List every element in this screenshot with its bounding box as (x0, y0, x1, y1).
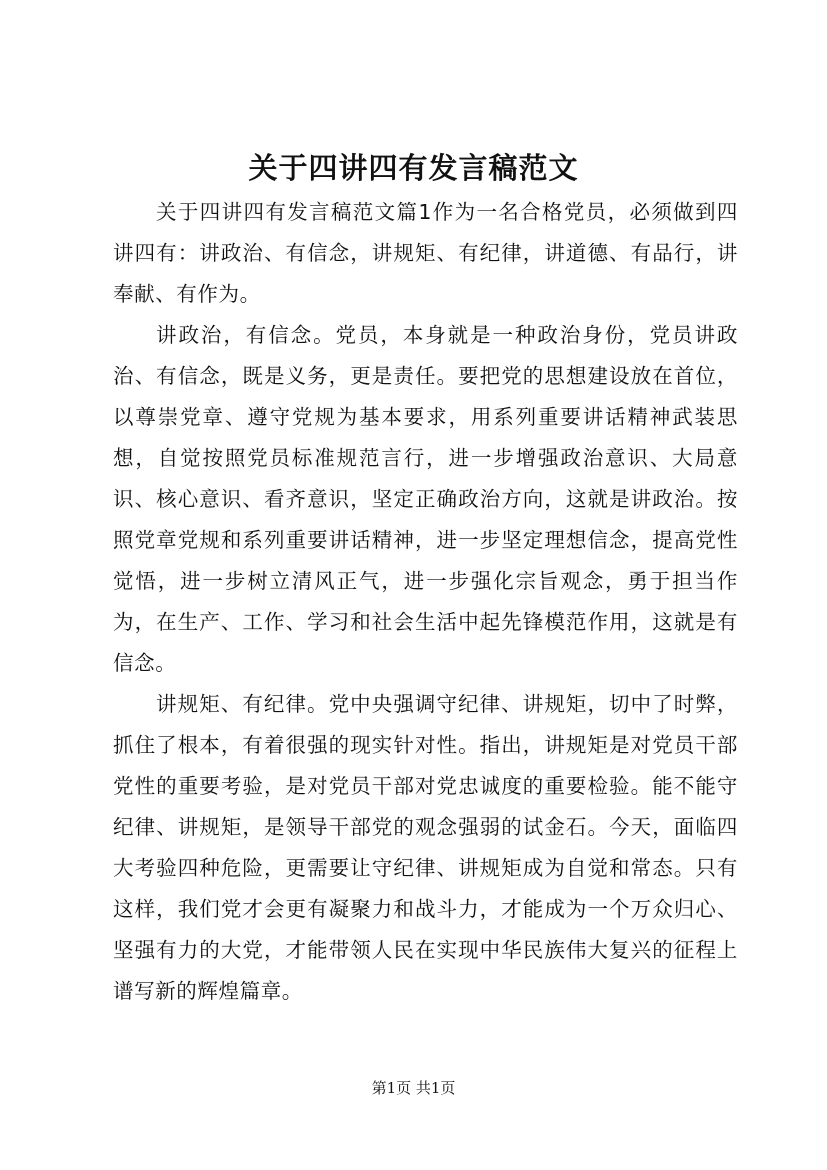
paragraph-2: 讲政治，有信念。党员，本身就是一种政治身份，党员讲政治、有信念，既是义务，更是责任。要把党的思想建设放在首位，以尊崇党章、遵守党规为基本要求，用系列重要讲话精神武装思想，自觉按照党员标准规范言行，进一步增强政治意识、大局意识、核心意识、看齐意识，坚定正确政治方向，这就是讲政治。按照党章党规和系列重要讲话精神，进一步坚定理想信念，提高党性觉悟，进一步树立清风正气，进一步强化宗旨观念，勇于担当作为，在生产、工作、学习和社会生活中起先锋模范作用，这就是有信念。 (113, 323, 738, 675)
page-footer: 第1页 共1页 (371, 1079, 456, 1097)
paragraph-3: 讲规矩、有纪律。党中央强调守纪律、讲规矩，切中了时弊，抓住了根本，有着很强的现实针对性。指出，讲规矩是对党员干部党性的重要考验，是对党员干部对党忠诚度的重要检验。能不能守纪律、讲规矩，是领导干部党的观念强弱的试金石。今天，面临四大考验四种危险，更需要让守纪律、讲规矩成为自觉和常态。只有这样，我们党才会更有凝聚力和战斗力，才能成为一个万众归心、坚强有力的大党，才能带领人民在实现中华民族伟大复兴的征程上谱写新的辉煌篇章。 (113, 692, 738, 1003)
document-body (113, 192, 738, 1012)
paragraph-1: 关于四讲四有发言稿范文篇1作为一名合格党员，必须做到四讲四有：讲政治、有信念，讲规矩、有纪律，讲道德、有品行，讲奉献、有作为。 (113, 200, 738, 306)
document-title: 关于四讲四有发言稿范文 (248, 151, 579, 185)
